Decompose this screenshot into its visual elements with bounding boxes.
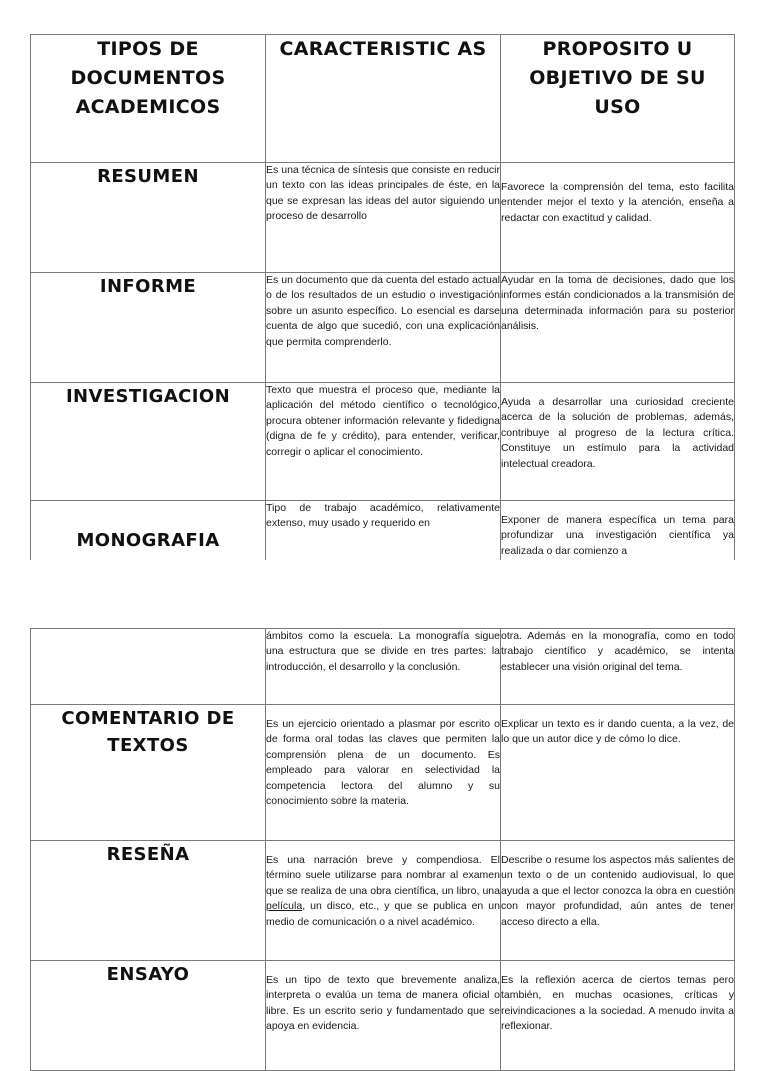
- type-cell: MONOGRAFIA: [31, 501, 266, 581]
- page-gap: [0, 560, 768, 628]
- text-part: , un disco, etc., y que se publica en un medio de comunicación o a nivel académico.: [266, 900, 500, 928]
- header-cell-proposito: [501, 35, 735, 163]
- type-cell: INFORME: [31, 273, 266, 383]
- table-row-monografia-continued: [31, 629, 735, 705]
- caracteristicas-cell: Tipo de trabajo académico, relativamente extenso, muy usado y requerido en: [266, 501, 501, 581]
- page2-table-viewport: [0, 628, 768, 1033]
- table-row-comentario: [31, 705, 735, 841]
- proposito-cell: Exponer de manera específica un tema para profundizar una investigación científica ya realizada o dar comienzo a: [501, 501, 735, 581]
- proposito-cell: otra. Además en la monografía, como en todo trabajo científico y académico, se intenta establecer una visión original del tema.: [501, 629, 735, 705]
- table-row-investigacion: [31, 383, 735, 501]
- pelicula-link[interactable]: película: [266, 900, 303, 913]
- proposito-cell: Favorece la comprensión del tema, esto facilita entender mejor el texto y la atención, enseña a redactar con exactitud y calidad.: [501, 163, 735, 273]
- proposito-cell: Ayuda a desarrollar una curiosidad creciente acerca de la solución de problemas, además, contribuye al progreso de la lectura crítica. Constituye un estímulo para la actividad intelectual creadora.: [501, 383, 735, 501]
- header-text: CARACTERISTIC AS: [279, 38, 487, 60]
- type-cell: RESEÑA: [31, 841, 266, 961]
- caracteristicas-cell: Es un tipo de texto que brevemente analiza, interpreta o evalúa un tema de manera oficial o libre. Es un escrito serio y fundamentado que se apoya en evidencia.: [266, 961, 501, 1071]
- type-cell: ENSAYO: [31, 961, 266, 1071]
- type-cell: INVESTIGACION: [31, 383, 266, 501]
- document-types-table-continued: [30, 628, 735, 1071]
- type-cell: [31, 629, 266, 705]
- type-cell: COMENTARIO DE TEXTOS: [31, 705, 266, 841]
- caracteristicas-cell: Es un documento que da cuenta del estado actual o de los resultados de un estudio o investigación sobre un asunto específico. Lo esencial es darse cuenta de algo que sucedió, con una explicación que permita comprenderlo.: [266, 273, 501, 383]
- table-row-informe: [31, 273, 735, 383]
- table-row-resumen: [31, 163, 735, 273]
- caracteristicas-cell: Texto que muestra el proceso que, mediante la aplicación del método científico o tecnológico, procura obtener información relevante y fidedigna (digna de fe y crédito), para entender, verificar, corregir o aplicar el conocimiento.: [266, 383, 501, 501]
- proposito-cell: Es la reflexión acerca de ciertos temas pero también, en muchas ocasiones, críticas y reivindicaciones a la sociedad. A menudo invita a reflexionar.: [501, 961, 735, 1071]
- table-header-row: [31, 35, 735, 163]
- caracteristicas-cell: Es un ejercicio orientado a plasmar por escrito o de forma oral todas las claves que permiten la comprensión plena de un documento. Es empleado para valorar en selectividad la competencia lectora del alumno y su conocimiento sobre la materia.: [266, 705, 501, 841]
- caracteristicas-cell: [266, 841, 501, 961]
- type-cell: RESUMEN: [31, 163, 266, 273]
- table-row-ensayo: [31, 961, 735, 1071]
- header-text: TIPOS DE DOCUMENTOS ACADEMICOS: [70, 38, 226, 118]
- caracteristicas-cell: ámbitos como la escuela. La monografía sigue una estructura que se divide en tres partes: la introducción, el desarrollo y la conclusión.: [266, 629, 501, 705]
- proposito-cell: Describe o resume los aspectos más salientes de un texto o de un contenido audiovisual, lo que ayuda a que el lector conozca la obra en cuestión con mayor profundidad, aún antes de tener acceso directo a ella.: [501, 841, 735, 961]
- text-part: Es una narración breve y compendiosa. El término suele utilizarse para nombrar al examen que se realiza de una obra científica, un libro, una: [266, 854, 500, 897]
- header-text: PROPOSITO U OBJETIVO DE SU USO: [529, 38, 706, 118]
- header-cell-tipos: [31, 35, 266, 163]
- header-cell-caracteristicas: [266, 35, 501, 163]
- document-types-table: [30, 34, 735, 581]
- proposito-cell: Ayudar en la toma de decisiones, dado que los informes están condicionados a la transmisión de una determinada información para su posterior análisis.: [501, 273, 735, 383]
- proposito-cell: Explicar un texto es ir dando cuenta, a la vez, de lo que un autor dice y de cómo lo dice.: [501, 705, 735, 841]
- page1-table-viewport: [0, 34, 768, 558]
- caracteristicas-cell: Es una técnica de síntesis que consiste en reducir un texto con las ideas principales de éste, en la que se expresan las ideas del autor siguiendo un proceso de desarrollo: [266, 163, 501, 273]
- table-row-resena: [31, 841, 735, 961]
